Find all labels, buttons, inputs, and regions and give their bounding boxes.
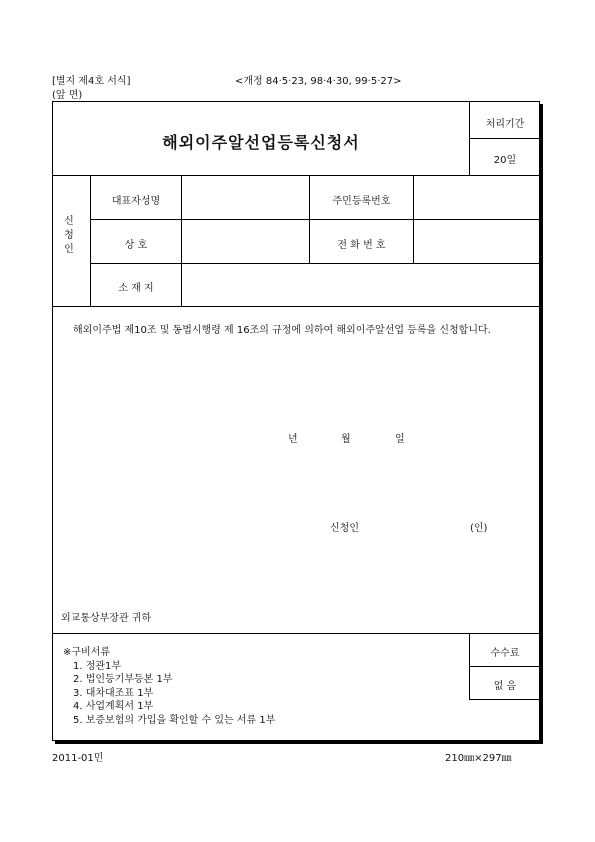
applicant-section-label (59, 215, 79, 257)
form-shadow-bottom (55, 741, 543, 744)
fee-label: 수수료 (490, 648, 520, 659)
resident-number-field[interactable] (414, 176, 540, 219)
rep-name-label: 대표자성명 (111, 196, 161, 207)
document-item: 2. 법인등기부등본 1부 (73, 674, 173, 685)
statement-text: 해외이주법 제10조 및 동법시행령 제 16조의 규정에 의하여 해외이주알선업 등록을 신청합니다. (73, 325, 491, 336)
trade-name-label: 상 호 (124, 240, 148, 251)
divider (469, 666, 540, 667)
trade-name-field[interactable] (182, 220, 309, 263)
processing-period-value: 20일 (493, 155, 517, 166)
form-shadow-right (540, 104, 543, 744)
fee-value: 없 음 (493, 681, 517, 692)
applicant-char: 인 (64, 244, 74, 255)
document-item: 4. 사업계획서 1부 (73, 701, 154, 712)
date-year: 년 (288, 434, 298, 445)
applicant-char: 신 (64, 216, 74, 227)
phone-label: 전 화 번 호 (337, 240, 386, 251)
documents-heading: ※구비서류 (63, 647, 111, 658)
signature-label: 신청인 (330, 523, 359, 534)
form-code: 2011-01민 (52, 753, 104, 764)
document-item: 1. 정관1부 (73, 660, 122, 672)
seal-mark: (인) (470, 523, 488, 534)
page-side-label: (앞 면) (52, 90, 83, 101)
date-day: 일 (395, 434, 405, 445)
document-item: 3. 대차대조표 1부 (73, 687, 154, 699)
divider (469, 138, 540, 139)
paper-size: 210㎜×297㎜ (445, 753, 512, 764)
revision-history: <개정 84·5·23, 98·4·30, 99·5·27> (235, 76, 402, 87)
phone-field[interactable] (414, 220, 540, 263)
required-documents (63, 646, 275, 727)
statement-section (53, 307, 540, 633)
document-item: 5. 보증보험의 가입을 확인할 수 있는 서류 1부 (73, 714, 276, 726)
addressee: 외교통상부장관 귀하 (61, 613, 152, 624)
processing-period-label: 처리기간 (485, 119, 525, 130)
applicant-char: 청 (64, 230, 74, 241)
date-month: 월 (341, 434, 351, 445)
address-field[interactable] (182, 264, 540, 306)
divider (53, 633, 540, 634)
resident-number-label: 주민등록번호 (332, 196, 391, 207)
form-title: 해외이주알선업등록신청서 (162, 133, 360, 152)
rep-name-field[interactable] (182, 176, 309, 219)
divider (469, 699, 540, 700)
application-form (52, 101, 540, 741)
address-label: 소 재 지 (118, 283, 154, 294)
form-number: [별지 제4호 서식] (52, 76, 131, 87)
